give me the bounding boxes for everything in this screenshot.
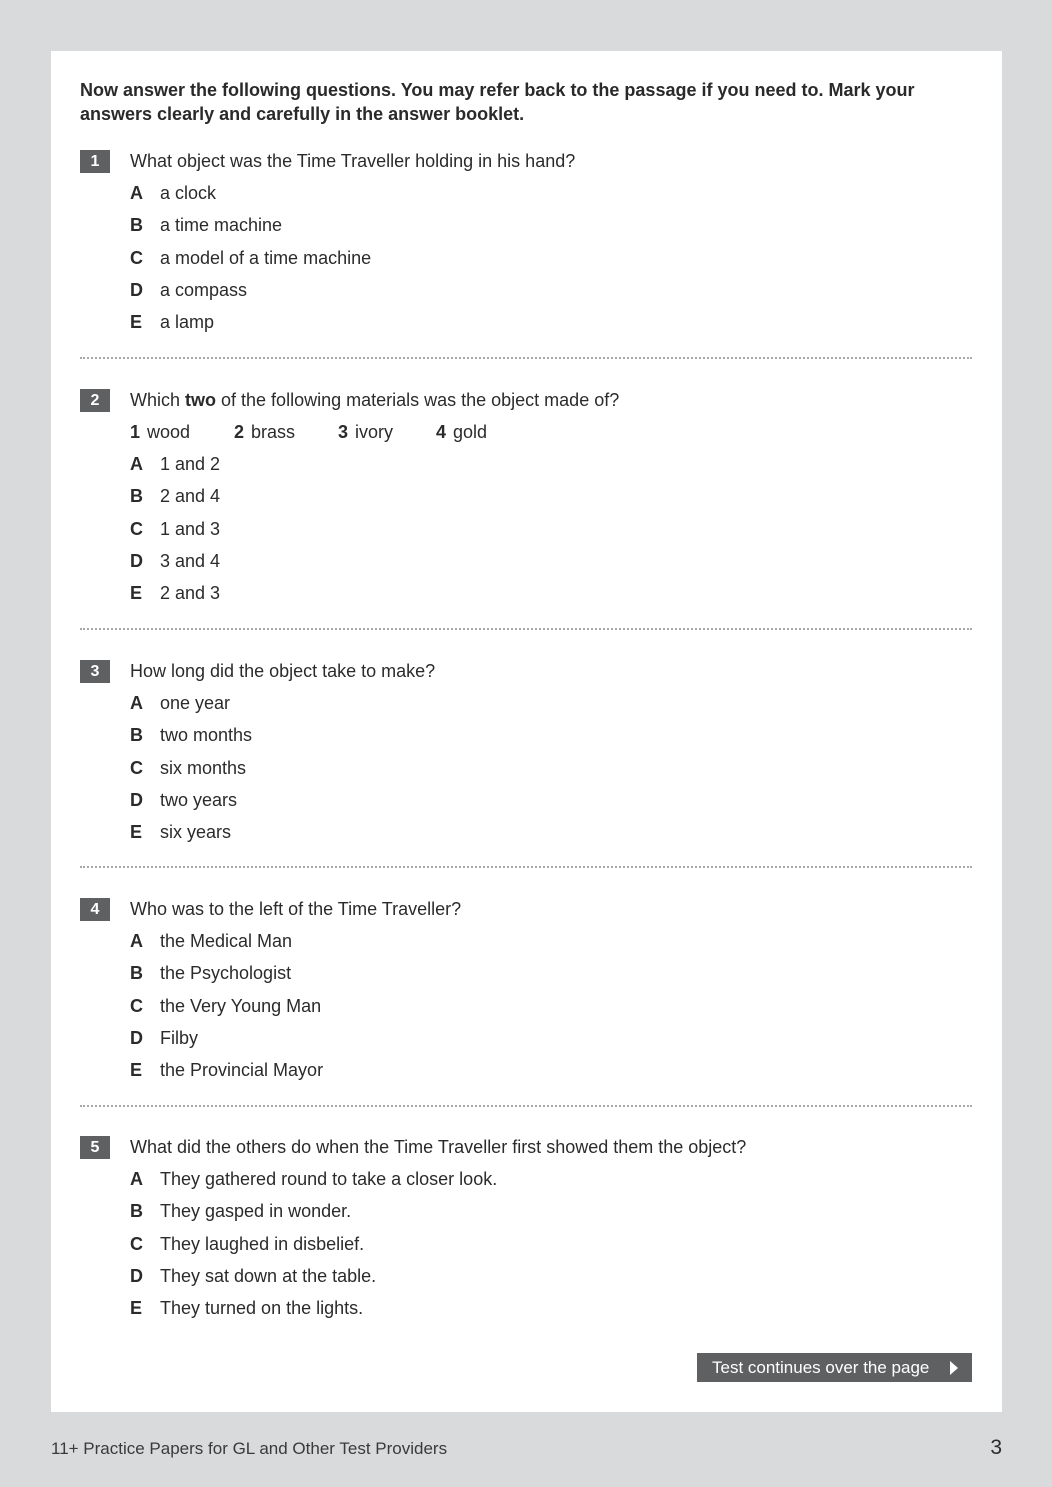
option-text: a compass bbox=[160, 279, 248, 300]
option-text: six years bbox=[160, 822, 232, 843]
answer-options bbox=[130, 453, 220, 614]
question-text-emphasis: two bbox=[185, 390, 217, 410]
option-a[interactable] bbox=[130, 182, 371, 214]
option-letter: E bbox=[130, 312, 143, 333]
material-label: wood bbox=[147, 422, 191, 442]
option-letter: C bbox=[130, 757, 143, 778]
material-item bbox=[436, 421, 487, 444]
option-c[interactable] bbox=[130, 1233, 497, 1265]
option-text: 1 and 2 bbox=[160, 454, 221, 474]
option-text: 3 and 4 bbox=[160, 550, 221, 571]
footer-title: 11+ Practice Papers for GL and Other Test Providers bbox=[51, 1439, 448, 1458]
option-text: two years bbox=[160, 789, 238, 810]
option-text: 2 and 3 bbox=[160, 583, 221, 604]
question-text: Who was to the left of the Time Traveller? bbox=[130, 899, 462, 919]
option-c[interactable] bbox=[130, 247, 371, 279]
option-letter: E bbox=[130, 583, 143, 604]
option-text: a clock bbox=[160, 183, 217, 203]
material-item bbox=[338, 421, 436, 444]
option-text: They turned on the lights. bbox=[160, 1298, 364, 1319]
option-text: They sat down at the table. bbox=[160, 1265, 377, 1286]
page-number: 3 bbox=[990, 1436, 1002, 1459]
question-text-start: Which bbox=[130, 390, 186, 410]
arrow-right-icon bbox=[950, 1361, 958, 1375]
option-text: one year bbox=[160, 693, 231, 713]
option-text: a lamp bbox=[160, 312, 215, 333]
option-letter: C bbox=[130, 1233, 143, 1254]
option-text: 1 and 3 bbox=[160, 518, 221, 539]
material-number: 2 bbox=[234, 422, 245, 442]
option-letter: E bbox=[130, 1060, 143, 1081]
option-letter: E bbox=[130, 822, 143, 843]
option-text: a time machine bbox=[160, 215, 283, 236]
option-letter: C bbox=[130, 247, 143, 268]
question-text: How long did the object take to make? bbox=[130, 661, 436, 681]
option-c[interactable] bbox=[130, 995, 323, 1027]
option-letter: D bbox=[130, 1027, 143, 1048]
option-text: 2 and 4 bbox=[160, 486, 221, 507]
material-label: gold bbox=[453, 422, 488, 442]
option-letter: D bbox=[130, 550, 143, 571]
option-letter: B bbox=[130, 963, 143, 984]
option-text: the Very Young Man bbox=[160, 995, 322, 1016]
question-number-badge: 3 bbox=[80, 660, 110, 683]
option-a[interactable] bbox=[130, 1168, 497, 1200]
option-letter: B bbox=[130, 215, 143, 236]
option-d[interactable] bbox=[130, 1265, 497, 1297]
answer-options bbox=[130, 182, 371, 343]
option-letter: E bbox=[130, 1298, 143, 1319]
option-b[interactable] bbox=[130, 962, 323, 994]
option-a[interactable] bbox=[130, 453, 220, 485]
question-text-end: of the following materials was the object made of? bbox=[216, 390, 620, 410]
option-d[interactable] bbox=[130, 789, 252, 821]
test-continues-label: Test continues over the page bbox=[712, 1358, 930, 1377]
option-a[interactable] bbox=[130, 930, 323, 962]
option-letter: A bbox=[130, 183, 143, 203]
test-continues-banner bbox=[697, 1353, 972, 1382]
option-text: a model of a time machine bbox=[160, 247, 372, 268]
option-text: two months bbox=[160, 725, 253, 746]
question-page bbox=[51, 51, 1002, 1412]
option-text: They gasped in wonder. bbox=[160, 1201, 352, 1222]
option-e[interactable] bbox=[130, 821, 252, 853]
material-label: ivory bbox=[355, 422, 394, 442]
option-letter: D bbox=[130, 279, 143, 300]
materials-list bbox=[130, 421, 487, 444]
option-text: six months bbox=[160, 757, 247, 778]
option-text: Filby bbox=[160, 1027, 199, 1048]
material-item bbox=[234, 421, 338, 444]
question-text: What object was the Time Traveller holding in his hand? bbox=[130, 151, 576, 171]
option-e[interactable] bbox=[130, 1297, 497, 1329]
question-text bbox=[130, 389, 619, 412]
option-letter: B bbox=[130, 486, 143, 507]
dotted-divider bbox=[80, 866, 972, 868]
material-number: 3 bbox=[338, 422, 349, 442]
option-letter: A bbox=[130, 1169, 143, 1189]
option-letter: B bbox=[130, 1201, 143, 1222]
material-label: brass bbox=[251, 422, 296, 442]
material-number: 1 bbox=[130, 422, 141, 442]
option-b[interactable] bbox=[130, 724, 252, 756]
material-number: 4 bbox=[436, 422, 447, 442]
question-number-badge: 2 bbox=[80, 389, 110, 412]
option-text: They gathered round to take a closer look. bbox=[160, 1169, 498, 1189]
option-b[interactable] bbox=[130, 1200, 497, 1232]
option-b[interactable] bbox=[130, 485, 220, 517]
dotted-divider bbox=[80, 1105, 972, 1107]
option-c[interactable] bbox=[130, 757, 252, 789]
option-b[interactable] bbox=[130, 214, 371, 246]
option-letter: A bbox=[130, 693, 143, 713]
option-text: the Medical Man bbox=[160, 931, 293, 951]
option-letter: D bbox=[130, 1265, 143, 1286]
option-text: They laughed in disbelief. bbox=[160, 1233, 365, 1254]
option-e[interactable] bbox=[130, 1059, 323, 1091]
question-number-badge: 5 bbox=[80, 1136, 110, 1159]
answer-options bbox=[130, 930, 323, 1091]
option-letter: A bbox=[130, 454, 143, 474]
option-letter: C bbox=[130, 518, 143, 539]
option-letter: A bbox=[130, 931, 143, 951]
option-text: the Psychologist bbox=[160, 963, 292, 984]
option-text: the Provincial Mayor bbox=[160, 1060, 324, 1081]
dotted-divider bbox=[80, 357, 972, 359]
question-number-badge: 1 bbox=[80, 150, 110, 173]
option-e[interactable] bbox=[130, 311, 371, 343]
dotted-divider bbox=[80, 628, 972, 630]
answer-options bbox=[130, 692, 252, 853]
option-letter: D bbox=[130, 789, 143, 810]
option-d[interactable] bbox=[130, 1027, 323, 1059]
question-text: What did the others do when the Time Traveller first showed them the object? bbox=[130, 1137, 747, 1157]
option-letter: C bbox=[130, 995, 143, 1016]
option-e[interactable] bbox=[130, 582, 220, 614]
option-letter: B bbox=[130, 725, 143, 746]
option-a[interactable] bbox=[130, 692, 252, 724]
question-number-badge: 4 bbox=[80, 898, 110, 921]
option-d[interactable] bbox=[130, 550, 220, 582]
answer-options bbox=[130, 1168, 497, 1329]
material-item bbox=[130, 421, 234, 444]
instructions: Now answer the following questions. You may refer back to the passage if you need to. Mark your answers clearly and carefully in the answer booklet. bbox=[80, 80, 915, 124]
option-d[interactable] bbox=[130, 279, 371, 311]
option-c[interactable] bbox=[130, 518, 220, 550]
